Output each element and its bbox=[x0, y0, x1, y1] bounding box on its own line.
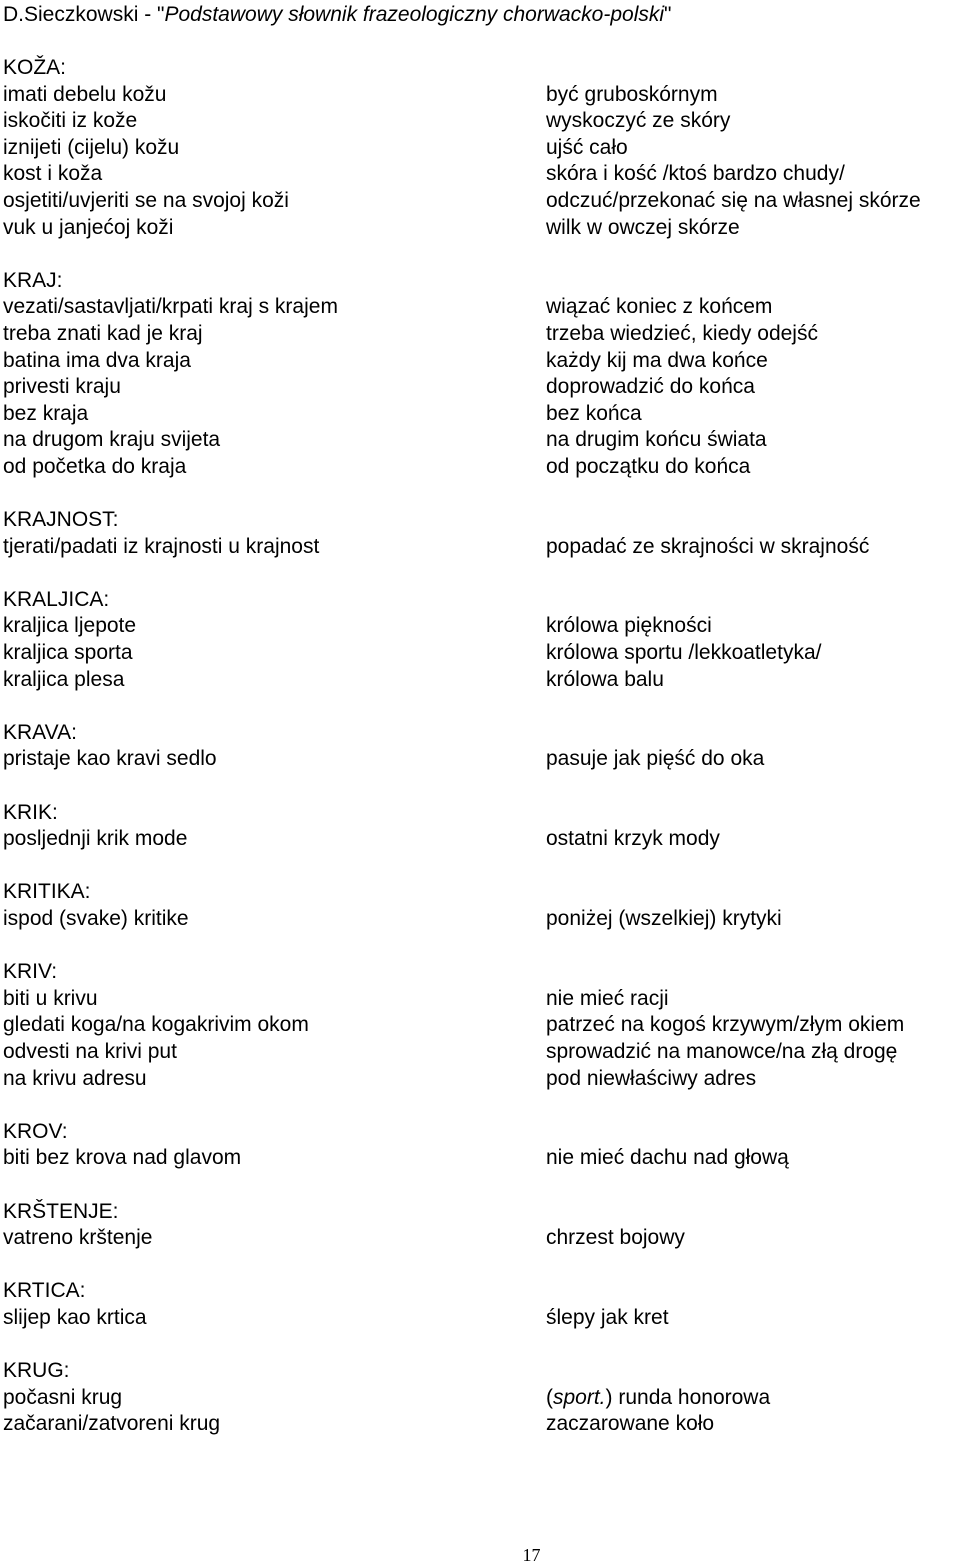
croatian-phrase: iznijeti (cijelu) kožu bbox=[3, 135, 180, 159]
polish-translation: chrzest bojowy bbox=[546, 1226, 685, 1250]
croatian-phrase: na krivu adresu bbox=[3, 1066, 147, 1090]
headword: KRITIKA: bbox=[3, 880, 91, 904]
dictionary-content bbox=[3, 55, 958, 1464]
polish-prefix: ( bbox=[546, 1385, 553, 1409]
polish-translation: nie mieć racji bbox=[546, 986, 669, 1010]
phrase-row bbox=[3, 108, 958, 135]
dictionary-entry bbox=[3, 959, 958, 1092]
phrase-row bbox=[3, 135, 958, 162]
croatian-phrase: vuk u janjećoj koži bbox=[3, 215, 174, 239]
polish-translation: królowa sportu /lekkoatletyka/ bbox=[546, 641, 822, 665]
dictionary-entry bbox=[3, 879, 958, 932]
headword: KRŠTENJE: bbox=[3, 1199, 119, 1223]
phrase-row bbox=[3, 986, 958, 1013]
croatian-phrase: od početka do kraja bbox=[3, 454, 187, 478]
phrase-row bbox=[3, 188, 958, 215]
headword: KRAJNOST: bbox=[3, 508, 119, 532]
polish-translation: bez końca bbox=[546, 401, 642, 425]
headword: KRALJICA: bbox=[3, 587, 110, 611]
headword: KRAVA: bbox=[3, 720, 77, 744]
headword: KOŽA: bbox=[3, 56, 67, 79]
phrase-row bbox=[3, 1012, 958, 1039]
croatian-phrase: pristaje kao kravi sedlo bbox=[3, 747, 217, 771]
headword: KRAJ: bbox=[3, 268, 63, 292]
croatian-phrase: biti u krivu bbox=[3, 986, 98, 1010]
polish-translation: na drugim końcu świata bbox=[546, 428, 767, 452]
headword: KRTICA: bbox=[3, 1279, 86, 1303]
phrase-row bbox=[3, 374, 958, 401]
phrase-row bbox=[3, 427, 958, 454]
headword: KRUG: bbox=[3, 1359, 70, 1383]
polish-translation: królowa piękności bbox=[546, 614, 712, 638]
polish-translation: odczuć/przekonać się na własnej skórze bbox=[546, 188, 921, 212]
dictionary-entry bbox=[3, 720, 958, 773]
croatian-phrase: imati debelu kožu bbox=[3, 82, 167, 106]
croatian-phrase: biti bez krova nad glavom bbox=[3, 1146, 242, 1170]
dictionary-entry bbox=[3, 1199, 958, 1252]
phrase-row bbox=[3, 826, 958, 853]
page-number: 17 bbox=[522, 1545, 541, 1565]
polish-translation: być gruboskórnym bbox=[546, 82, 718, 106]
croatian-phrase: privesti kraju bbox=[3, 375, 121, 399]
dictionary-entry bbox=[3, 1278, 958, 1331]
croatian-phrase: kraljica plesa bbox=[3, 667, 125, 691]
croatian-phrase: vezati/sastavljati/krpati kraj s krajem bbox=[3, 295, 338, 319]
phrase-row bbox=[3, 667, 958, 694]
croatian-phrase: slijep kao krtica bbox=[3, 1305, 147, 1329]
phrase-row bbox=[3, 1066, 958, 1093]
polish-translation: trzeba wiedzieć, kiedy odejść bbox=[546, 321, 818, 345]
phrase-row bbox=[3, 1411, 958, 1438]
phrase-row bbox=[3, 534, 958, 561]
phrase-row bbox=[3, 82, 958, 109]
croatian-phrase: odvesti na krivi put bbox=[3, 1039, 177, 1063]
croatian-phrase: batina ima dva kraja bbox=[3, 348, 191, 372]
phrase-row bbox=[3, 1385, 958, 1412]
headword: KRIK: bbox=[3, 800, 58, 824]
croatian-phrase: bez kraja bbox=[3, 401, 89, 425]
polish-translation: ślepy jak kret bbox=[546, 1305, 669, 1329]
croatian-phrase: kraljica sporta bbox=[3, 641, 133, 665]
croatian-phrase: začarani/zatvoreni krug bbox=[3, 1412, 221, 1436]
croatian-phrase: vatreno krštenje bbox=[3, 1226, 153, 1250]
phrase-row bbox=[3, 401, 958, 428]
polish-translation: królowa balu bbox=[546, 667, 664, 691]
croatian-phrase: na drugom kraju svijeta bbox=[3, 428, 221, 452]
croatian-phrase: kraljica ljepote bbox=[3, 614, 137, 638]
croatian-phrase: tjerati/padati iz krajnosti u krajnost bbox=[3, 534, 320, 558]
polish-translation: patrzeć na kogoś krzywym/złym okiem bbox=[546, 1013, 905, 1037]
croatian-phrase: iskočiti iz kože bbox=[3, 109, 138, 133]
polish-italic-note: sport. bbox=[553, 1385, 606, 1409]
phrase-row bbox=[3, 746, 958, 773]
dictionary-entry bbox=[3, 800, 958, 853]
polish-translation: pod niewłaściwy adres bbox=[546, 1066, 757, 1090]
polish-rest: ) runda honorowa bbox=[605, 1385, 771, 1409]
polish-translation: ostatni krzyk mody bbox=[546, 827, 720, 851]
croatian-phrase: posljednji krik mode bbox=[3, 827, 188, 851]
phrase-row bbox=[3, 1039, 958, 1066]
polish-translation: od początku do końca bbox=[546, 454, 751, 478]
phrase-row bbox=[3, 321, 958, 348]
dictionary-entry bbox=[3, 587, 958, 693]
polish-translation: pasuje jak pięść do oka bbox=[546, 747, 765, 771]
phrase-row bbox=[3, 348, 958, 375]
croatian-phrase: kost i koža bbox=[3, 162, 103, 186]
polish-translation: popadać ze skrajności w skrajność bbox=[546, 534, 870, 558]
croatian-phrase: ispod (svake) kritike bbox=[3, 907, 189, 930]
phrase-row bbox=[3, 1225, 958, 1252]
phrase-row bbox=[3, 454, 958, 481]
phrase-row bbox=[3, 161, 958, 188]
header-end: " bbox=[664, 3, 672, 26]
phrase-row bbox=[3, 1145, 958, 1172]
polish-translation: wiązać koniec z końcem bbox=[546, 295, 773, 319]
phrase-row bbox=[3, 215, 958, 242]
croatian-phrase: treba znati kad je kraj bbox=[3, 321, 203, 345]
headword: KRIV: bbox=[3, 960, 58, 984]
dictionary-entry bbox=[3, 55, 958, 241]
polish-translation: wyskoczyć ze skóry bbox=[546, 109, 731, 133]
polish-translation: sprowadzić na manowce/na złą drogę bbox=[546, 1039, 898, 1063]
polish-translation: doprowadzić do końca bbox=[546, 375, 755, 399]
croatian-phrase: gledati koga/na kogakrivim okom bbox=[3, 1013, 309, 1037]
dictionary-entry bbox=[3, 1358, 958, 1438]
dictionary-entry bbox=[3, 1119, 958, 1172]
phrase-row bbox=[3, 906, 958, 933]
polish-translation: ujść cało bbox=[546, 135, 628, 159]
polish-translation: skóra i kość /ktoś bardzo chudy/ bbox=[546, 162, 845, 186]
croatian-phrase: osjetiti/uvjeriti se na svojoj koži bbox=[3, 188, 289, 212]
phrase-row bbox=[3, 613, 958, 640]
croatian-phrase: počasni krug bbox=[3, 1385, 123, 1409]
polish-translation: poniżej (wszelkiej) krytyki bbox=[546, 907, 782, 930]
polish-translation: każdy kij ma dwa końce bbox=[546, 348, 768, 372]
header-title: Podstawowy słownik frazeologiczny chorwacko-polski bbox=[164, 3, 665, 26]
phrase-row bbox=[3, 294, 958, 321]
phrase-row bbox=[3, 1305, 958, 1332]
dictionary-entry bbox=[3, 507, 958, 560]
headword: KROV: bbox=[3, 1119, 68, 1143]
polish-translation: wilk w owczej skórze bbox=[546, 215, 740, 239]
polish-translation: nie mieć dachu nad głową bbox=[546, 1146, 789, 1170]
polish-translation bbox=[546, 1385, 770, 1412]
polish-translation: zaczarowane koło bbox=[546, 1412, 715, 1436]
page-header bbox=[3, 2, 672, 28]
header-author: D.Sieczkowski - " bbox=[3, 3, 165, 26]
phrase-row bbox=[3, 640, 958, 667]
dictionary-entry bbox=[3, 268, 958, 481]
